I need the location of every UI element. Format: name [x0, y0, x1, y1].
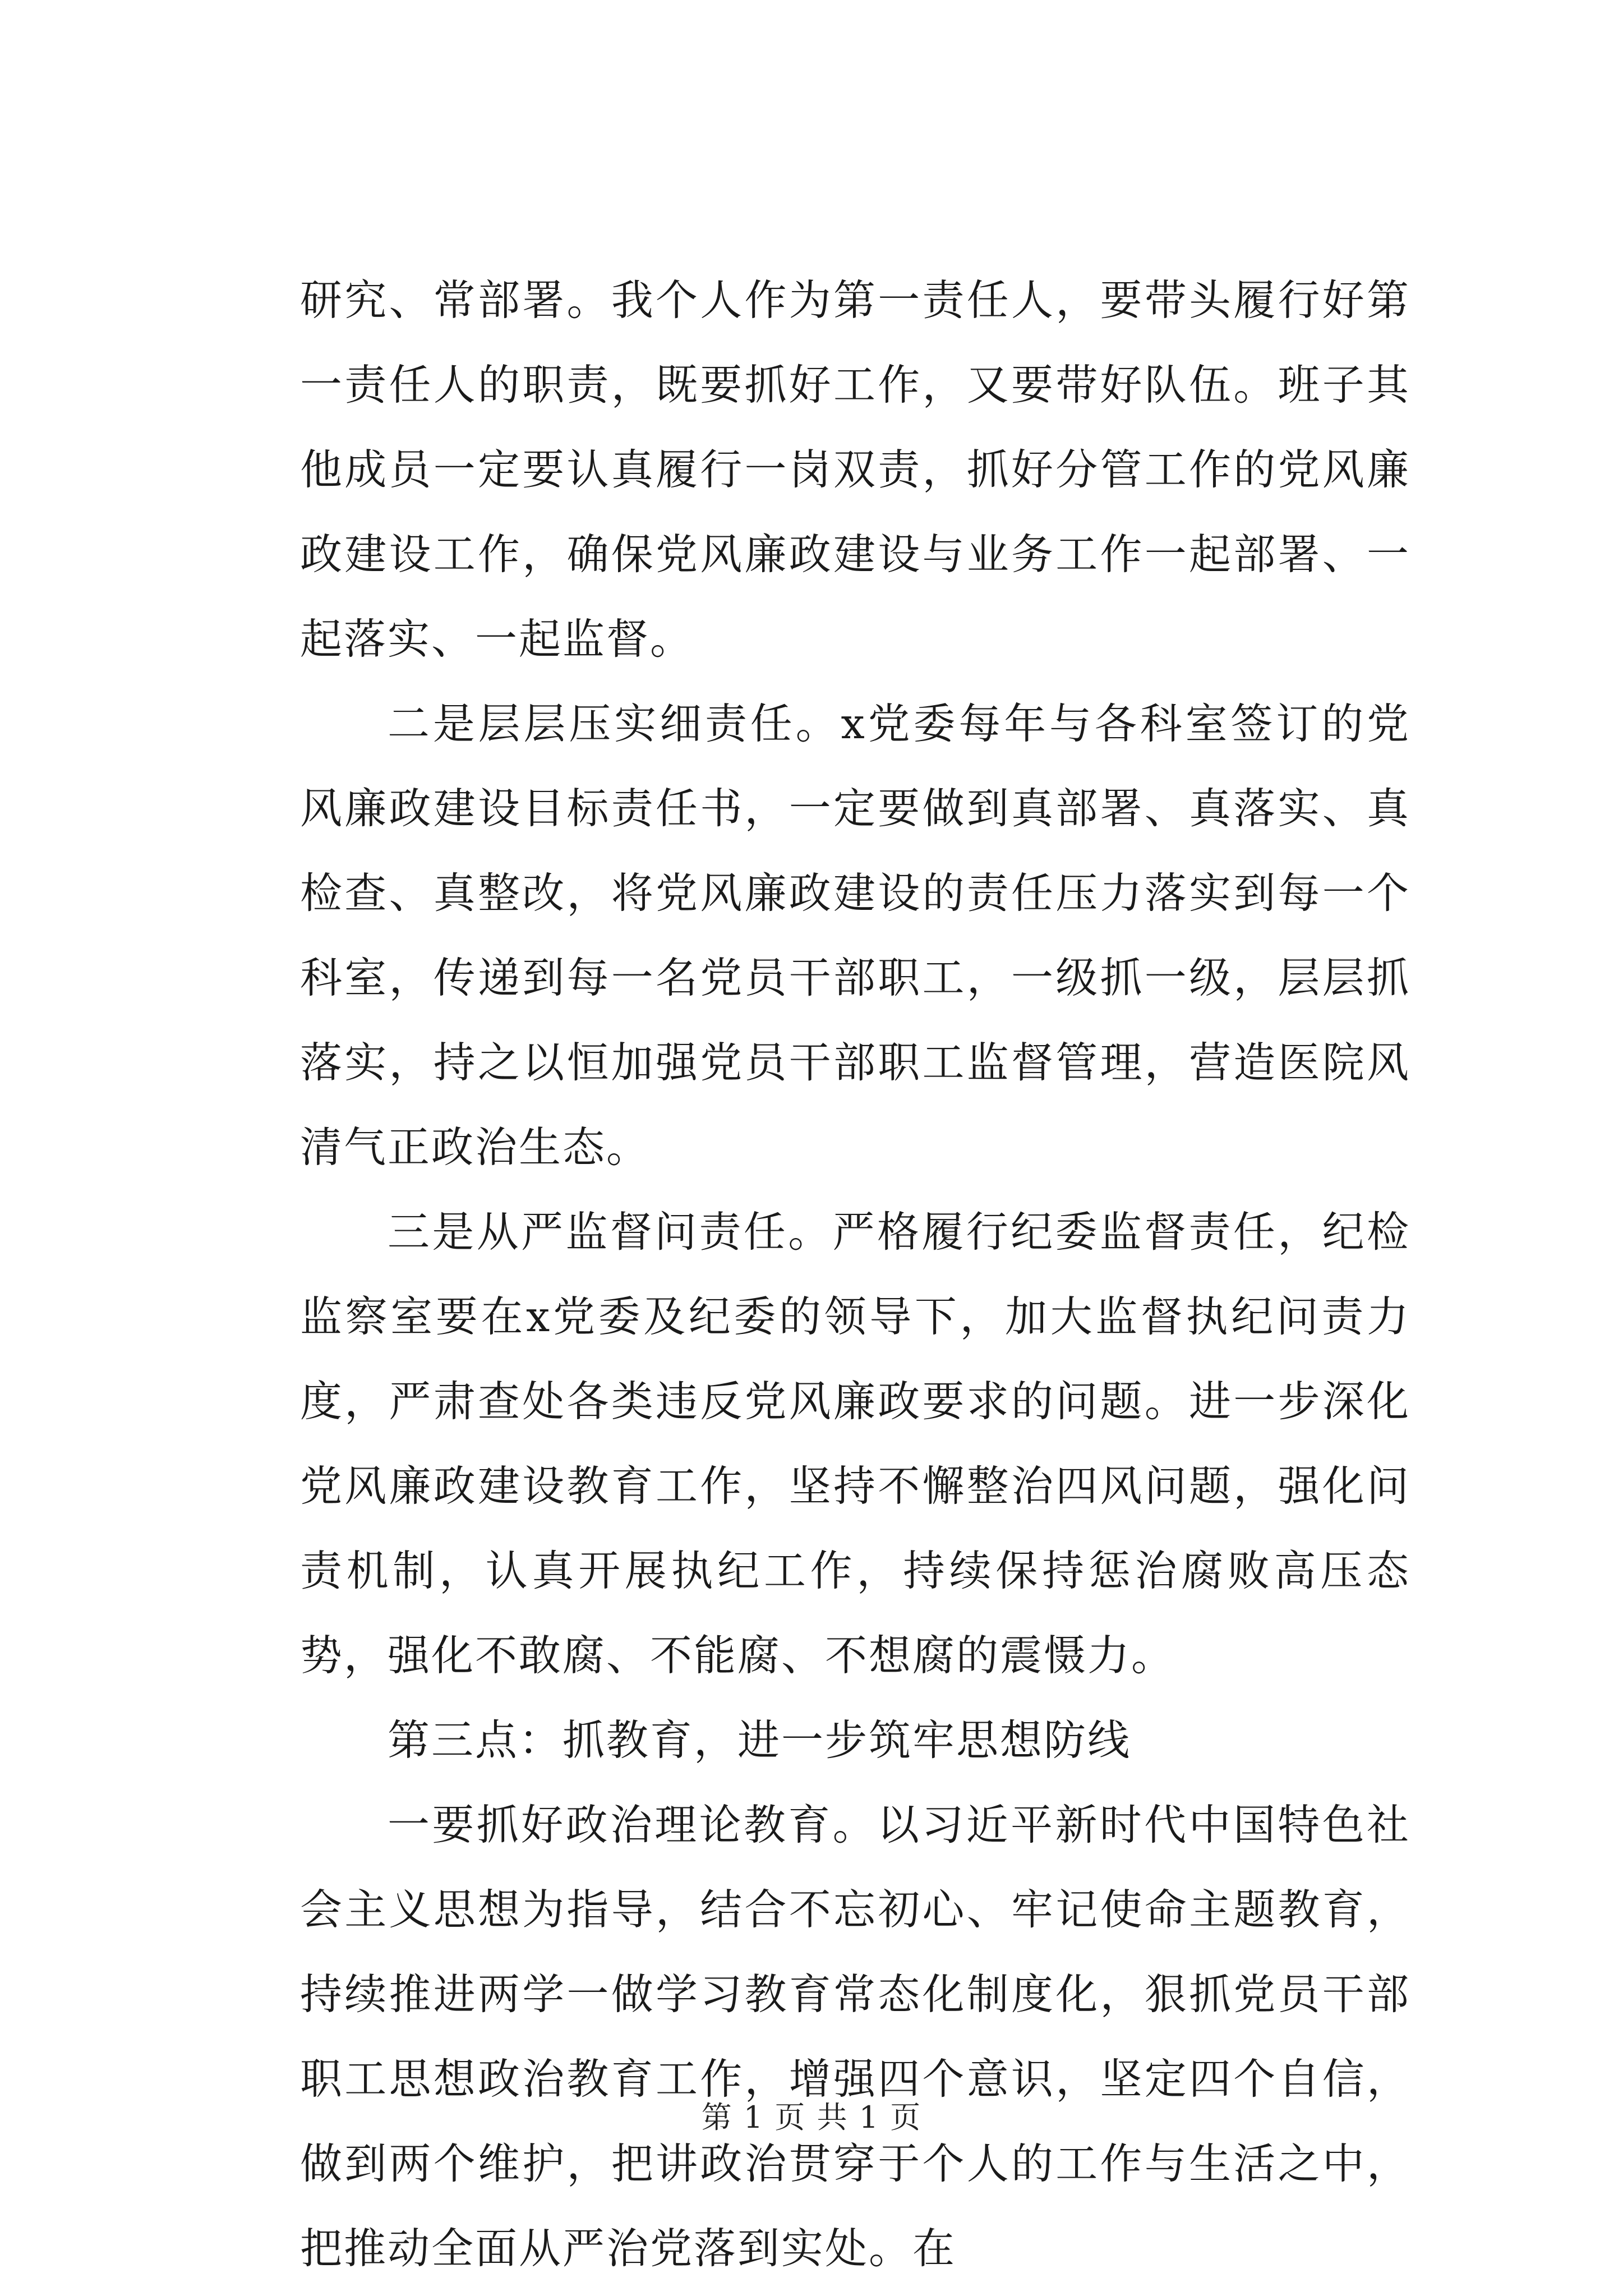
page-number-footer: 第 1 页 共 1 页: [701, 2100, 922, 2135]
paragraph-supervision-accountability: 三是从严监督问责任。严格履行纪委监督责任，纪检监察室要在x党委及纪委的领导下，加大监督执纪问责力度，严肃查处各类违反党风廉政要求的问题。进一步深化党风廉政建设教育工作，坚持不懈整治四风问题，强化问责机制，认真开展执纪工作，持续保持惩治腐败高压态势，强化不敢腐、不能腐、不想腐的震慑力。: [300, 1207, 1410, 1680]
paragraph-continuation: 研究、常部署。我个人作为第一责任人，要带头履行好第一责任人的职责，既要抓好工作，又要带好队伍。班子其他成员一定要认真履行一岗双责，抓好分管工作的党风廉政建设工作，确保党风廉政建设与业务工作一起部署、一起落实、一起监督。: [300, 275, 1410, 664]
document-body: [300, 258, 1410, 2291]
paragraph-political-education: 一要抓好政治理论教育。以习近平新时代中国特色社会主义思想为指导，结合不忘初心、牢记使命主题教育，持续推进两学一做学习教育常态化制度化，狠抓党员干部职工思想政治教育工作，增强四个意识，坚定四个自信，做到两个维护，把讲政治贯穿于个人的工作与生活之中，把推动全面从严治党落到实处。在: [300, 1800, 1410, 2273]
paragraph-responsibility-layers: 二是层层压实细责任。x党委每年与各科室签订的党风廉政建设目标责任书，一定要做到真部署、真落实、真检查、真整改，将党风廉政建设的责任压力落实到每一个科室，传递到每一名党员干部职工，一级抓一级，层层抓落实，持之以恒加强党员干部职工监督管理，营造医院风清气正政治生态。: [300, 699, 1410, 1172]
section-heading-third-point: 第三点：抓教育，进一步筑牢思想防线: [388, 1715, 1132, 1765]
